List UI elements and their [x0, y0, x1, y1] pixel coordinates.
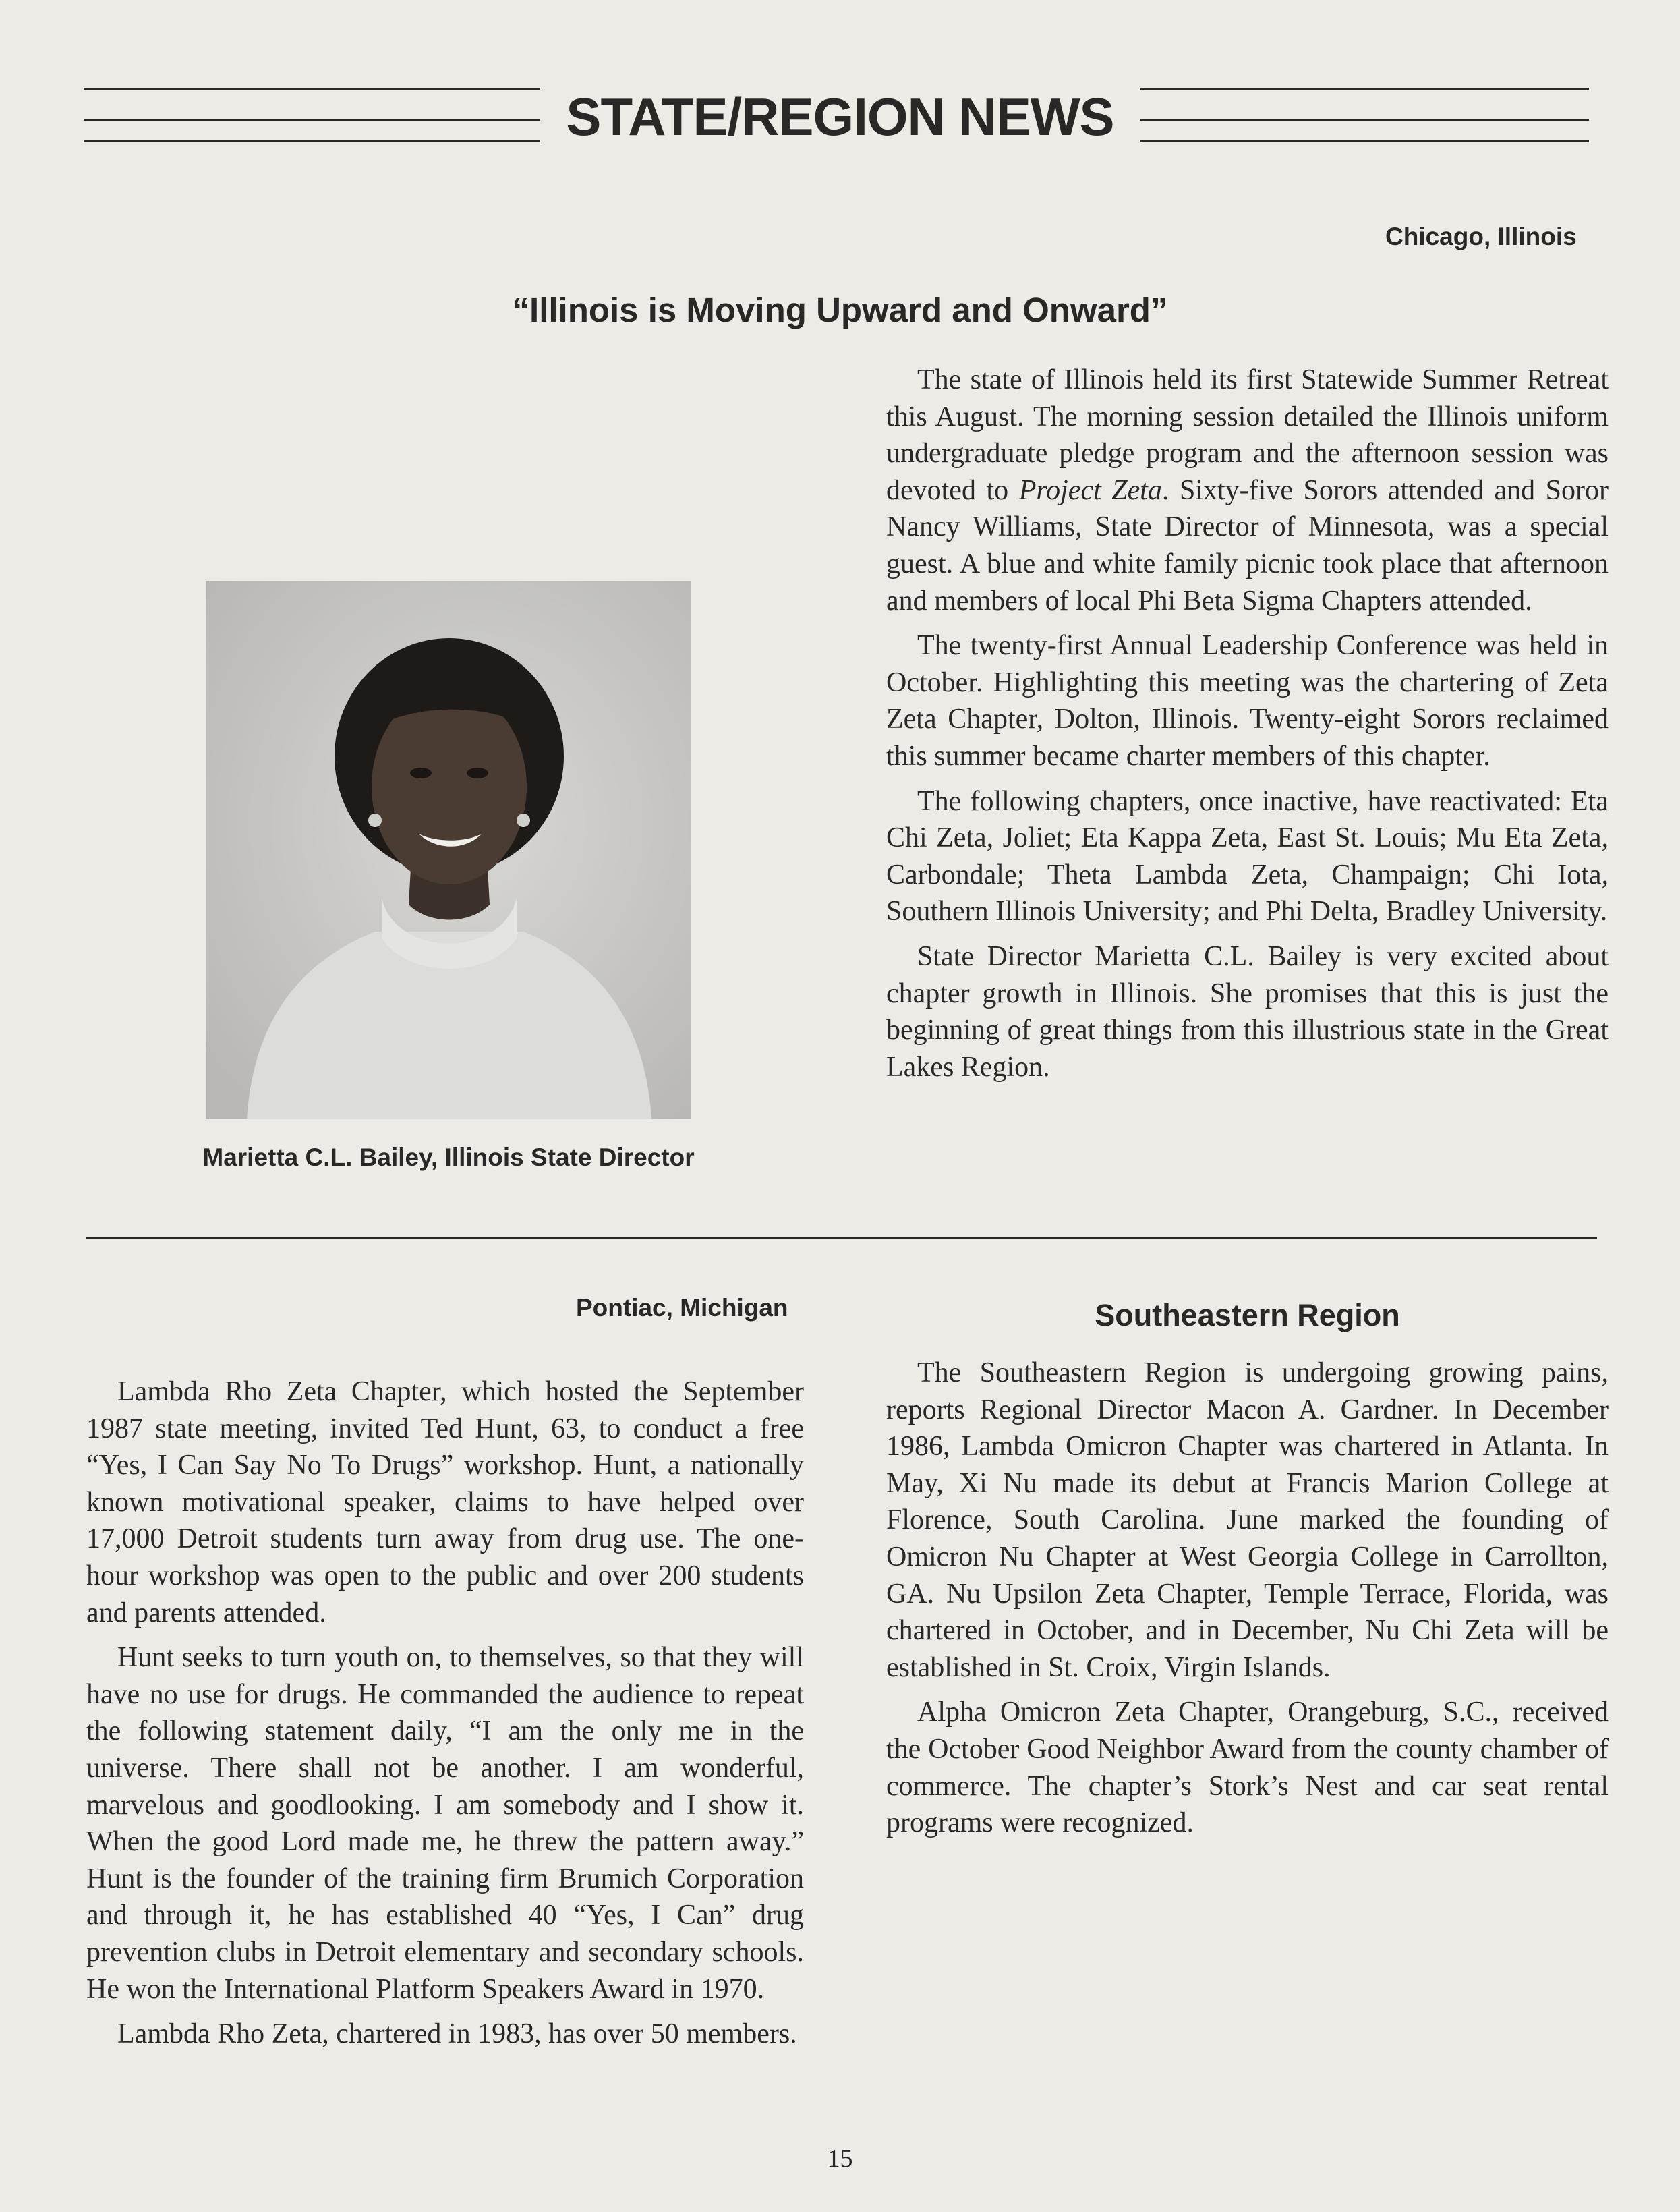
section-divider [86, 1237, 1597, 1239]
illinois-body [886, 362, 1609, 1085]
michigan-body [86, 1373, 804, 2053]
illinois-paragraph-1 [886, 362, 1609, 619]
michigan-paragraph-3: Lambda Rho Zeta, chartered in 1983, has over 50 members. [117, 2018, 797, 2050]
illinois-paragraph-4: State Director Marietta C.L. Bailey is very excited about chapter growth in Illinois. She promises that this is just the beginning of great things from this illustrious state in the Great Lakes Region. [886, 940, 1609, 1083]
portrait-illustration [206, 581, 691, 1119]
illinois-dateline: Chicago, Illinois [1385, 223, 1577, 250]
southeastern-body [886, 1355, 1609, 1842]
illinois-paragraph-1-a: The state of Illinois held its first Statewide Summer Retreat this August. The morning session detailed the Illinois uniform undergraduate pledge program and the afternoon session was devoted to [886, 364, 1609, 506]
michigan-paragraph-2: Hunt seeks to turn youth on, to themselves, so that they will have no use for drugs. He commanded the audience to repeat the following statement daily, “I am the only me in the universe. There shall not be another. I am wonderful, marvelous and goodlooking. I am somebody and I show it. When the good Lord made me, he threw the pattern away.” Hunt is the founder of the training firm Brumich Corporation and through it, he has established 40 “Yes, I Can” drug prevention clubs in Detroit elementary and secondary schools. He won the International Platform Speakers Award in 1970. [86, 1642, 804, 2005]
masthead [0, 80, 1680, 154]
photo-caption: Marietta C.L. Bailey, Illinois State Director [202, 1143, 695, 1171]
page-number: 15 [827, 2145, 853, 2173]
illinois-paragraph-1-b: . Sixty-five Sorors attended and Soror Nancy Williams, State Director of Minnesota, was a special guest. A blue and white family picnic took place that afternoon and members of local Phi Beta Sigma Chapters attended. [886, 474, 1609, 617]
project-zeta-italic: Project Zeta [1018, 474, 1162, 506]
southeastern-paragraph-1: The Southeastern Region is undergoing growing pains, reports Regional Director Macon A. Gardner. In December 1986, Lambda Omicron Chapter was chartered in Atlanta. In May, Xi Nu made its debut at Francis Marion College at Florence, South Carolina. June marked the founding of Omicron Nu Chapter at West Georgia College in Carrollton, GA. Nu Upsilon Zeta Chapter, Temple Terrace, Florida, was chartered in October, and in December, Nu Chi Zeta will be established in St. Croix, Virgin Islands. [886, 1357, 1609, 1683]
section-title: STATE/REGION NEWS [540, 80, 1139, 154]
southeastern-paragraph-2: Alpha Omicron Zeta Chapter, Orangeburg, S.C., received the October Good Neighbor Award from the county chamber of commerce. The chapter’s Stork’s Nest and car seat rental programs were recognized. [886, 1697, 1609, 1839]
illinois-paragraph-3: The following chapters, once inactive, have reactivated: Eta Chi Zeta, Joliet; Eta Kappa Zeta, East St. Louis; Mu Eta Zeta, Carbondale; Theta Lambda Zeta, Champaign; Chi Iota, Southern Illinois University; and Phi Delta, Bradley University. [886, 785, 1609, 928]
michigan-paragraph-1: Lambda Rho Zeta Chapter, which hosted the September 1987 state meeting, invited Ted Hunt, 63, to conduct a free “Yes, I Can Say No To Drugs” workshop. Hunt, a nationally known motivational speaker, claims to have helped over 17,000 Detroit students turn away from drug use. The one-hour workshop was open to the public and over 200 students and parents attended. [86, 1376, 804, 1628]
illinois-paragraph-2: The twenty-first Annual Leadership Conference was held in October. Highlighting this meeting was the chartering of Zeta Zeta Chapter, Dolton, Illinois. Twenty-eight Sorors reclaimed this summer became charter members of this chapter. [886, 630, 1609, 772]
michigan-dateline: Pontiac, Michigan [576, 1294, 788, 1322]
illinois-headline: “Illinois is Moving Upward and Onward” [512, 291, 1168, 329]
portrait-photo [206, 581, 691, 1119]
southeastern-heading: Southeastern Region [1095, 1298, 1400, 1332]
